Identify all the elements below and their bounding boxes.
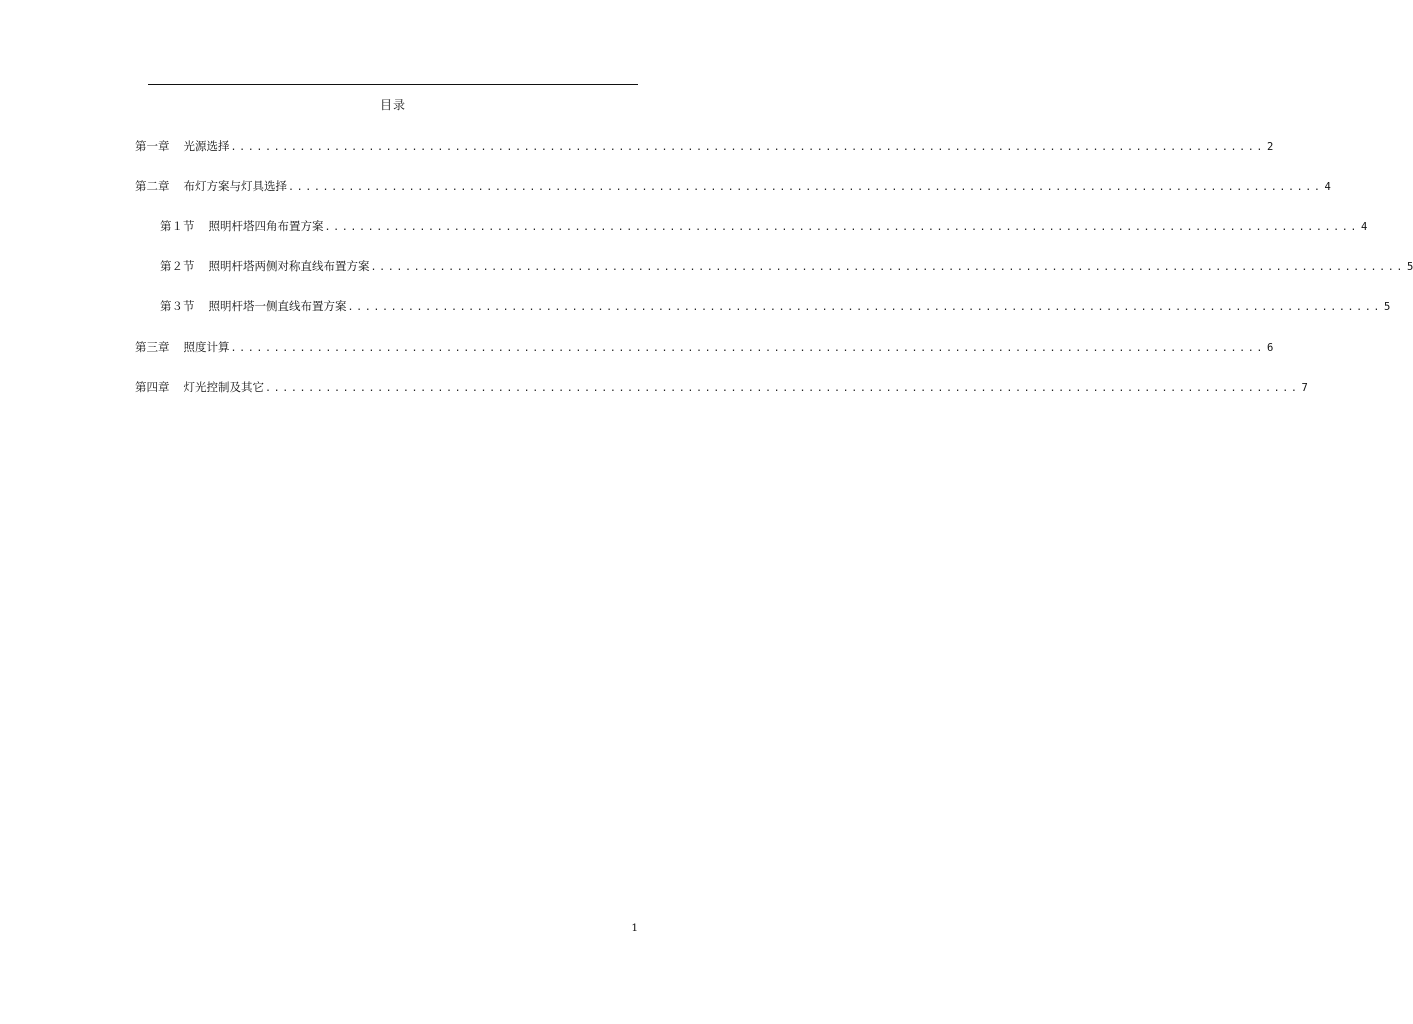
toc-entry-page: 7: [1301, 382, 1308, 394]
toc-entry-title: 灯光控制及其它: [183, 380, 264, 394]
page-number: 1: [631, 922, 638, 934]
dot-leader: ........................................................................................................................: [230, 343, 1265, 354]
dot-leader: ........................................................................................................................: [265, 383, 1300, 394]
toc-entry-number: 第１节: [160, 219, 195, 233]
toc-entry-number: 第２节: [160, 259, 195, 273]
toc-entry-title: 照明杆塔一侧直线布置方案: [208, 299, 347, 313]
toc-entry-page: 5: [1406, 261, 1413, 273]
toc-entry-number: 第二章: [135, 179, 170, 193]
toc-entry-title: 照度计算: [183, 340, 230, 354]
header-rule: [148, 84, 638, 85]
toc-entry-section-2[interactable]: [160, 258, 1413, 276]
toc-entry-title: 照明杆塔四角布置方案: [208, 219, 324, 233]
toc-entry-chapter-1[interactable]: [135, 138, 1274, 156]
toc-entry-chapter-3[interactable]: [135, 339, 1274, 357]
toc-entry-title: 光源选择: [183, 139, 230, 153]
dot-leader: ........................................................................................................................: [230, 142, 1265, 153]
toc-entry-page: 4: [1360, 221, 1368, 233]
toc-entry-number: 第一章: [135, 139, 170, 153]
dot-leader: ........................................................................................................................: [324, 222, 1359, 233]
toc-title: 目录: [379, 98, 406, 112]
dot-leader: ........................................................................................................................: [370, 262, 1405, 273]
toc-entry-number: 第三章: [135, 340, 170, 354]
toc-entry-title: 照明杆塔两侧对称直线布置方案: [208, 259, 370, 273]
toc-entry-section-3[interactable]: [160, 298, 1391, 316]
toc-entry-chapter-4[interactable]: [135, 379, 1308, 397]
toc-entry-section-1[interactable]: [160, 218, 1368, 236]
dot-leader: ........................................................................................................................: [347, 302, 1382, 313]
toc-entry-title: 布灯方案与灯具选择: [183, 179, 287, 193]
toc-entry-page: 5: [1383, 301, 1391, 313]
toc-entry-number: 第３节: [160, 299, 195, 313]
dot-leader: ........................................................................................................................: [288, 182, 1323, 193]
toc-entry-chapter-2[interactable]: [135, 178, 1331, 196]
toc-entry-number: 第四章: [135, 380, 170, 394]
toc-entry-page: 2: [1266, 141, 1274, 153]
toc-entry-page: 6: [1266, 342, 1274, 354]
toc-entry-page: 4: [1324, 181, 1331, 193]
